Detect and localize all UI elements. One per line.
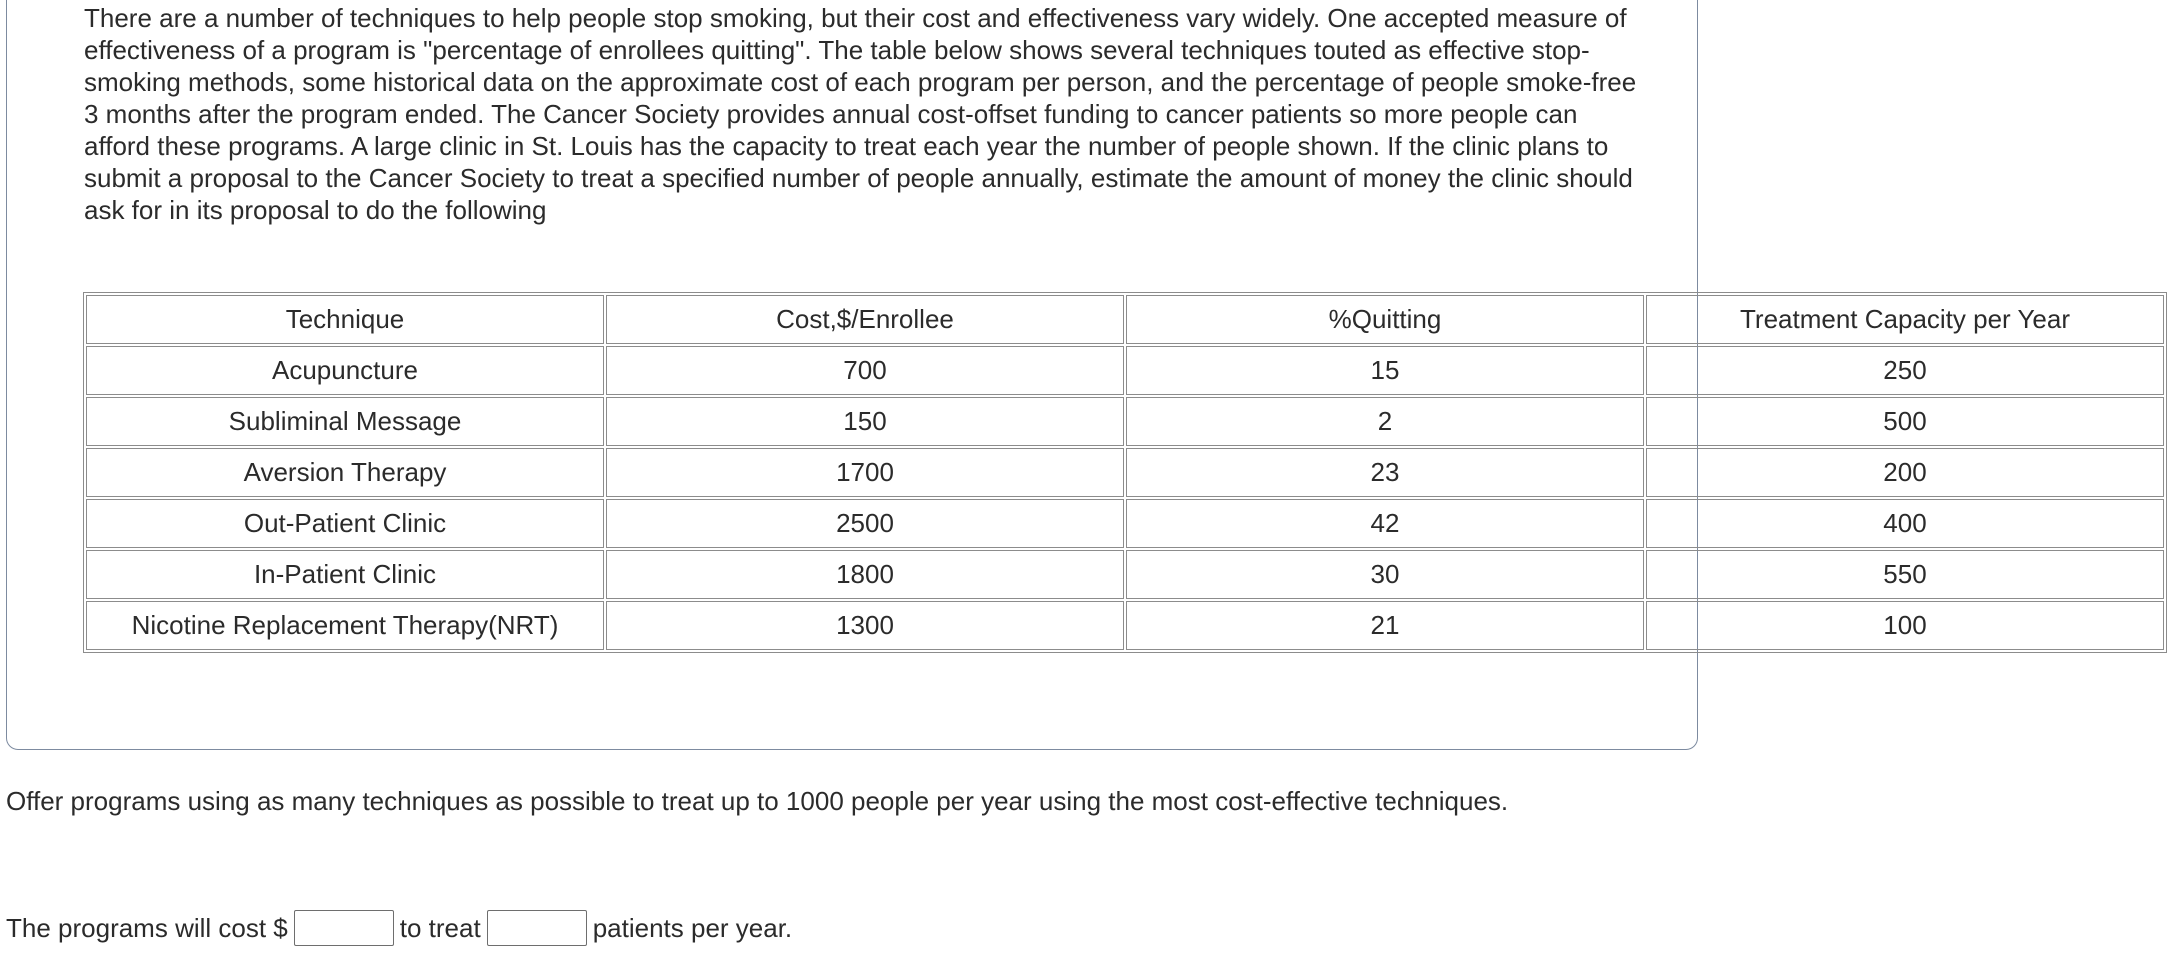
capacity-cell: 250 (1646, 346, 2164, 395)
cost-cell: 1800 (606, 550, 1124, 599)
answer-prefix-label: The programs will cost $ (6, 913, 288, 943)
technique-cell: Out-Patient Clinic (86, 499, 604, 548)
answer-line (6, 910, 792, 946)
cost-cell: 150 (606, 397, 1124, 446)
capacity-cell: 200 (1646, 448, 2164, 497)
capacity-cell: 550 (1646, 550, 2164, 599)
quitting-cell: 2 (1126, 397, 1644, 446)
table-header-row (86, 295, 2164, 344)
technique-cell: In-Patient Clinic (86, 550, 604, 599)
column-header-capacity: Treatment Capacity per Year (1646, 295, 2164, 344)
table-row (86, 499, 2164, 548)
capacity-cell: 500 (1646, 397, 2164, 446)
question-intro-text: There are a number of techniques to help people stop smoking, but their cost and effectiveness vary widely. One accepted measure of effectiveness of a program is "percentage of enrollees quitting". The table below shows several techniques touted as effective stop-smoking methods, some historical data on the approximate cost of each program per person, and the percentage of people smoke-free 3 months after the program ended. The Cancer Society provides annual cost-offset funding to cancer patients so more people can afford these programs. A large clinic in St. Louis has the capacity to treat each year the number of people shown. If the clinic plans to submit a proposal to the Cancer Society to treat a specified number of people annually, estimate the amount of money the clinic should ask for in its proposal to do the following (84, 3, 1637, 225)
answer-middle-label: to treat (399, 913, 481, 943)
answer-suffix-label: patients per year. (592, 913, 793, 943)
capacity-cell: 100 (1646, 601, 2164, 650)
technique-cell: Acupuncture (86, 346, 604, 395)
technique-cell: Nicotine Replacement Therapy(NRT) (86, 601, 604, 650)
cost-cell: 700 (606, 346, 1124, 395)
quitting-cell: 21 (1126, 601, 1644, 650)
cost-cell: 1700 (606, 448, 1124, 497)
technique-cell: Aversion Therapy (86, 448, 604, 497)
column-header-cost: Cost,$/Enrollee (606, 295, 1124, 344)
table-row (86, 601, 2164, 650)
quitting-cell: 15 (1126, 346, 1644, 395)
table-row (86, 550, 2164, 599)
cost-cell: 2500 (606, 499, 1124, 548)
table-row (86, 346, 2164, 395)
column-header-technique: Technique (86, 295, 604, 344)
cost-cell: 1300 (606, 601, 1124, 650)
techniques-table (83, 292, 2167, 653)
table-row (86, 448, 2164, 497)
quitting-cell: 30 (1126, 550, 1644, 599)
question-prompt: Offer programs using as many techniques as possible to treat up to 1000 people per year using the most cost-effective techniques. (6, 786, 1509, 816)
patients-answer-input[interactable] (487, 910, 587, 946)
cost-answer-input[interactable] (294, 910, 394, 946)
technique-cell: Subliminal Message (86, 397, 604, 446)
quitting-cell: 23 (1126, 448, 1644, 497)
table-row (86, 397, 2164, 446)
quitting-cell: 42 (1126, 499, 1644, 548)
column-header-quitting: %Quitting (1126, 295, 1644, 344)
capacity-cell: 400 (1646, 499, 2164, 548)
